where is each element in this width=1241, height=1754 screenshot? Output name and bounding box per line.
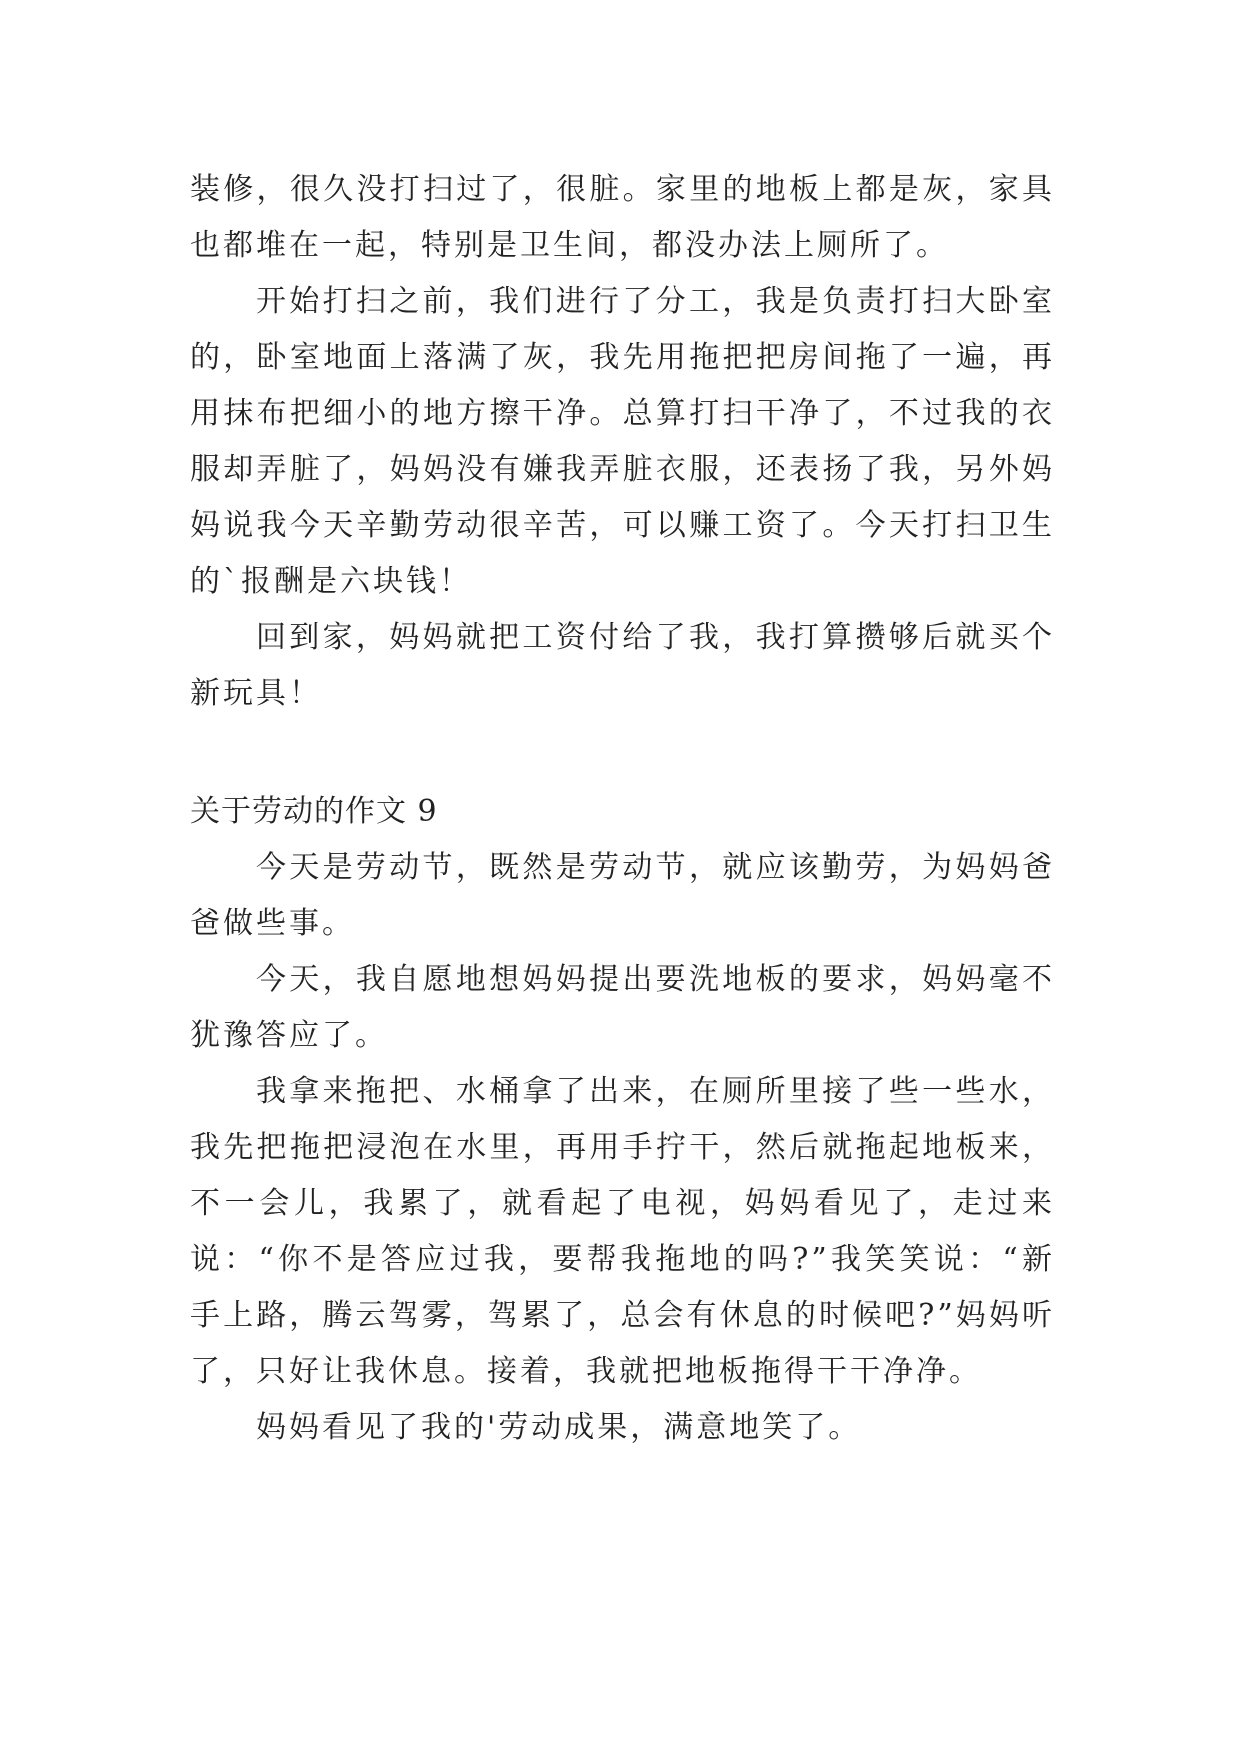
paragraph: 开始打扫之前，我们进行了分工，我是负责打扫大卧室的，卧室地面上落满了灰，我先用拖把把房间拖了一遍，再用抹布把细小的地方擦干净。总算打扫干净了，不过我的衣服却弄脏了，妈妈没有嫌我弄脏衣服，还表扬了我，另外妈妈说我今天辛勤劳动很辛苦，可以赚工资了。今天打扫卫生的`报酬是六块钱！ (190, 284, 1055, 599)
paragraph: 今天是劳动节，既然是劳动节，就应该勤劳，为妈妈爸爸做些事。 (190, 850, 1055, 941)
paragraph: 回到家，妈妈就把工资付给了我，我打算攒够后就买个新玩具！ (190, 620, 1055, 711)
paragraph-continued: 装修，很久没打扫过了，很脏。家里的地板上都是灰，家具也都堆在一起，特别是卫生间，都没办法上厕所了。 (190, 172, 1055, 263)
document-body (190, 162, 1055, 1456)
paragraph: 妈妈看见了我的'劳动成果，满意地笑了。 (256, 1410, 862, 1445)
paragraph: 今天，我自愿地想妈妈提出要洗地板的要求，妈妈毫不犹豫答应了。 (190, 962, 1055, 1053)
section-title: 关于劳动的作文 9 (190, 794, 438, 829)
paragraph: 我拿来拖把、水桶拿了出来，在厕所里接了些一些水，我先把拖把浸泡在水里，再用手拧干，然后就拖起地板来，不一会儿，我累了，就看起了电视，妈妈看见了，走过来说：“你不是答应过我，要帮我拖地的吗?”我笑笑说：“新手上路，腾云驾雾，驾累了，总会有休息的时候吧?”妈妈听了，只好让我休息。接着，我就把地板拖得干干净净。 (190, 1074, 1055, 1389)
